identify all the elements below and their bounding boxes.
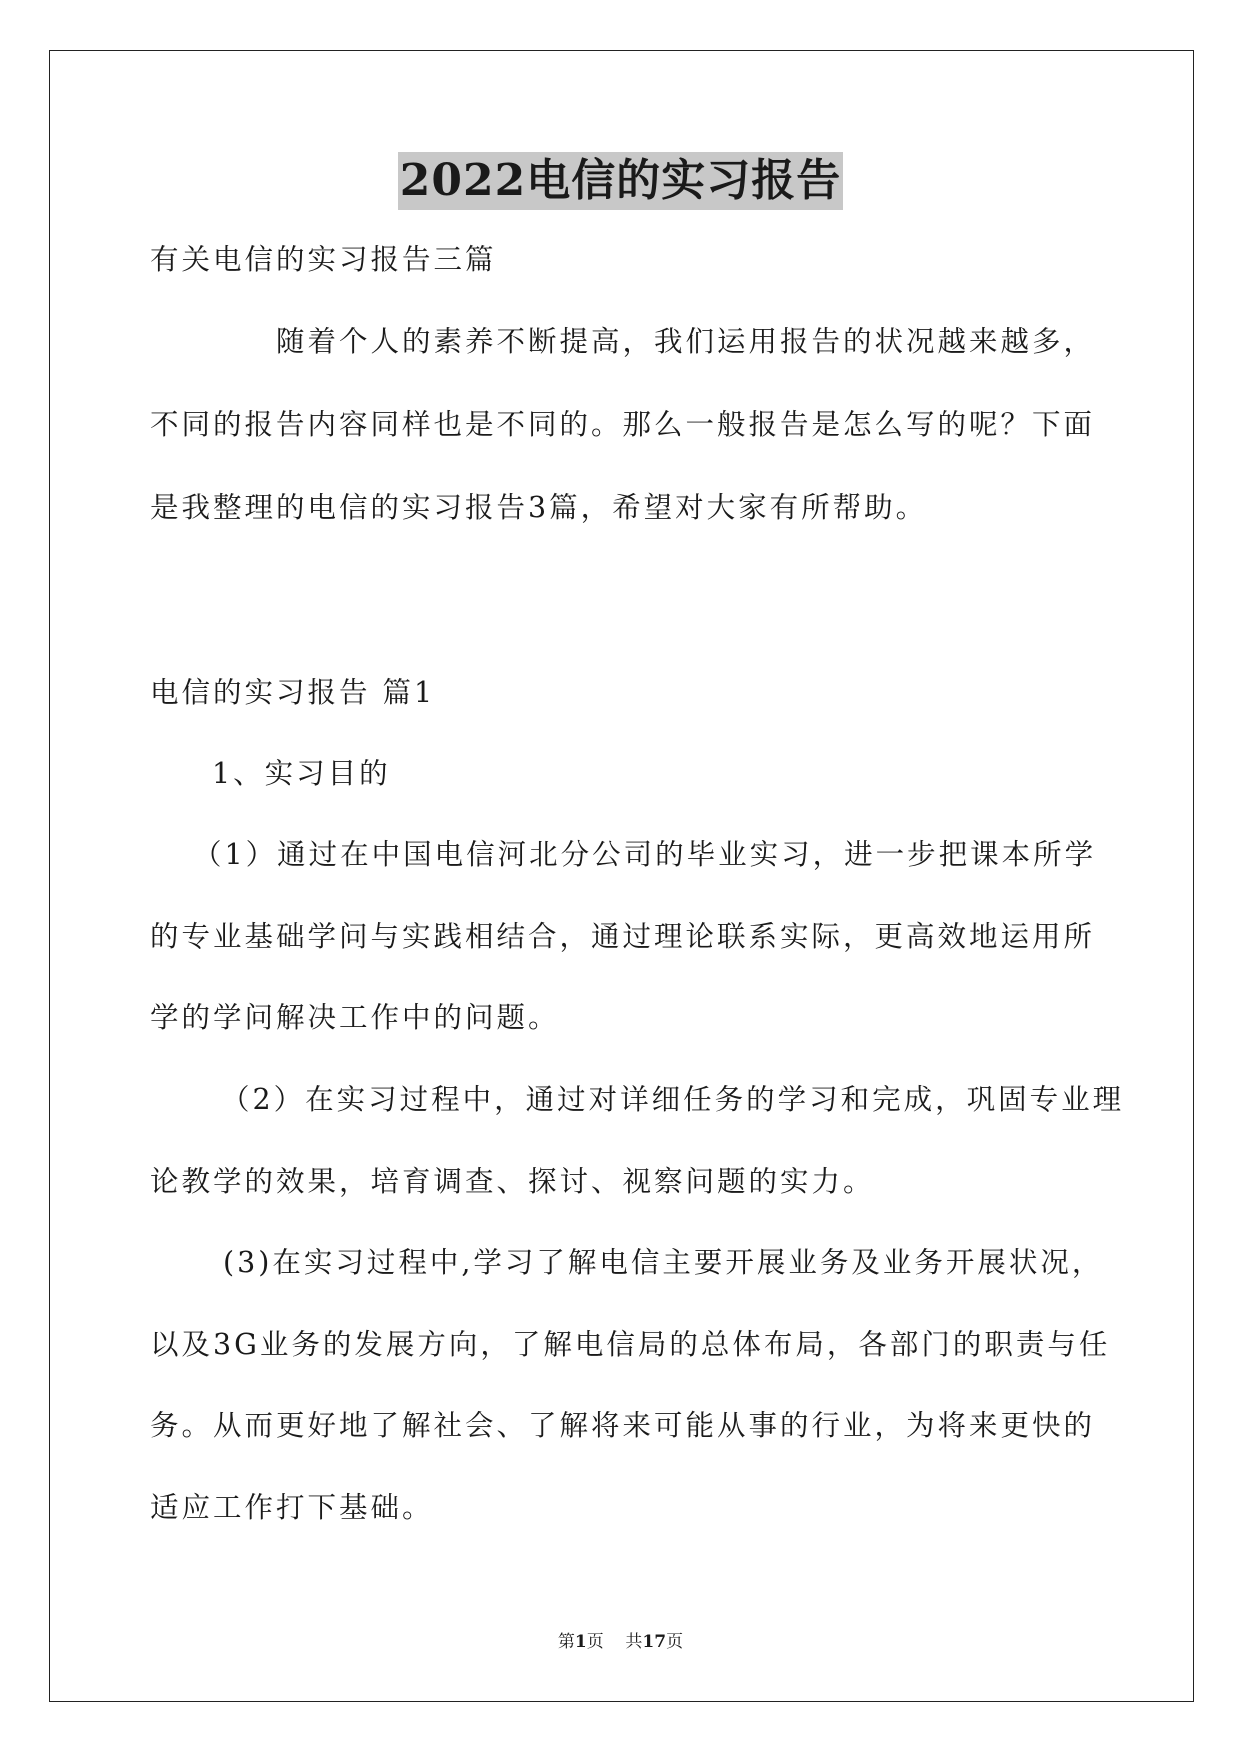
footer-total-unit: 页 [666,1632,684,1652]
item-heading: 1、实习目的 [212,757,391,790]
intro-line: 是我整理的电信的实习报告3篇，希望对大家有所帮助。 [150,491,928,524]
footer-page-unit: 页 [586,1632,604,1652]
paragraph-line: (3)在实习过程中,学习了解电信主要开展业务及业务开展状况， [223,1246,1104,1279]
document-subtitle: 有关电信的实习报告三篇 [150,243,497,276]
footer-total-prefix: 共 [625,1632,643,1652]
title-container [0,152,1241,210]
paragraph-line: 的专业基础学问与实践相结合，通过理论联系实际，更高效地运用所 [150,920,1096,953]
document-title: 2022电信的实习报告 [398,152,843,210]
footer-prefix: 第 [557,1632,575,1652]
page-border [49,50,1194,1702]
paragraph-line: （2）在实习过程中，通过对详细任务的学习和完成，巩固专业理 [221,1083,1125,1116]
paragraph-line: 学的学问解决工作中的问题。 [150,1001,560,1034]
section-heading: 电信的实习报告 篇1 [150,676,436,709]
intro-line: 随着个人的素养不断提高，我们运用报告的状况越来越多， [276,325,1096,358]
intro-line: 不同的报告内容同样也是不同的。那么一般报告是怎么写的呢？下面 [150,408,1096,441]
paragraph-line: 以及3G业务的发展方向，了解电信局的总体布局，各部门的职责与任 [150,1328,1111,1361]
page-footer [0,1630,1241,1654]
footer-page-number: 1 [574,1632,587,1652]
footer-total-pages: 17 [642,1632,667,1652]
paragraph-line: （1）通过在中国电信河北分公司的毕业实习，进一步把课本所学 [193,838,1097,871]
paragraph-line: 适应工作打下基础。 [150,1491,434,1524]
paragraph-line: 务。从而更好地了解社会、了解将来可能从事的行业，为将来更快的 [150,1409,1096,1442]
paragraph-line: 论教学的效果，培育调查、探讨、视察问题的实力。 [150,1165,875,1198]
